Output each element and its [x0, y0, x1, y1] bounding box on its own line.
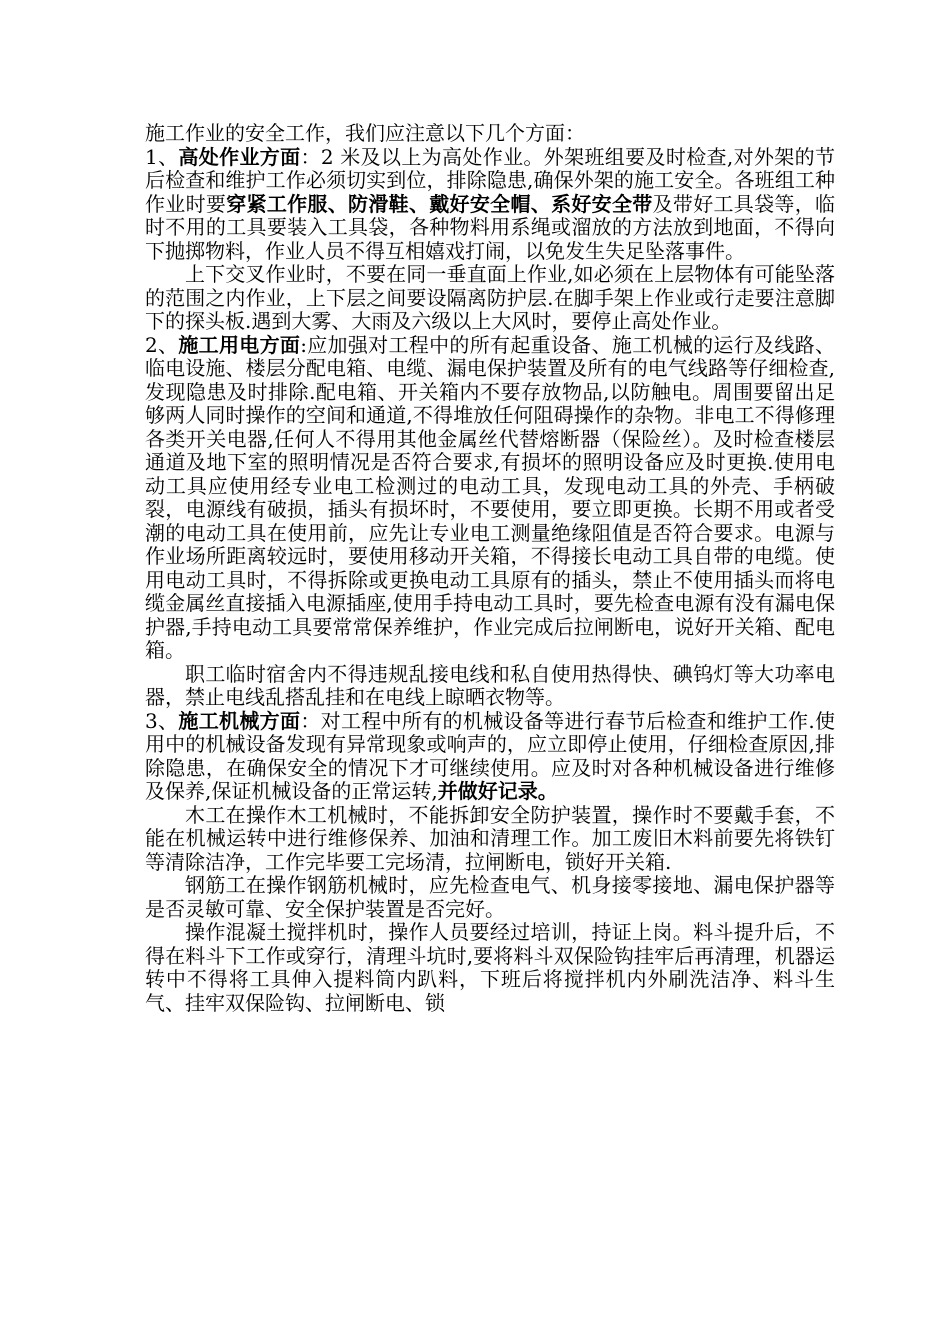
intro-paragraph: 施工作业的安全工作，我们应注意以下几个方面：	[145, 121, 585, 145]
document-page	[145, 122, 835, 1015]
section-1-paragraph-2: 上下交叉作业时，不要在同一垂直面上作业,如必须在上层物体有可能坠落的范围之内作业，上下层之间要设隔离防护层.在脚手架上作业或行走要注意脚下的探头板.遇到大雾、大雨及六级以上大风时，要停止高处作业。	[145, 262, 835, 333]
section-1-emphasis: 穿紧工作服、防滑鞋、戴好安全帽、系好安全带	[226, 191, 653, 216]
section-2-title: 施工用电方面	[178, 332, 301, 357]
section-2-number: 2、	[145, 332, 179, 357]
section-2-paragraph-2: 职工临时宿舍内不得违规乱接电线和私自使用热得快、碘钨灯等大功率电器，禁止电线乱搭乱挂和在电线上晾晒衣物等。	[145, 661, 835, 709]
section-1-paragraph	[145, 146, 835, 264]
section-3-paragraph	[145, 710, 835, 804]
section-1-text-b: 及带好工具袋等，临时不用的工具要装入工具袋，各种物料用系绳或溜放的方法放到地面，不得向下抛掷物料，作业人员不得互相嬉戏打闹，以免发生失足坠落事件。	[145, 191, 836, 263]
section-3-number: 3、	[145, 708, 179, 733]
section-3-paragraph-2: 木工在操作木工机械时，不能拆卸安全防护装置，操作时不要戴手套，不能在机械运转中进行维修保养、加油和清理工作。加工废旧木料前要先将铁钉等清除洁净，工作完毕要工完场清，拉闸断电，锁好开关箱.	[145, 802, 835, 874]
section-3-paragraph-4: 操作混凝土搅拌机时，操作人员要经过培训，持证上岗。料斗提升后，不得在料斗下工作或穿行，清理斗坑时,要将料斗双保险钩挂牢后再清理，机器运转中不得将工具伸入提料筒内趴料，下班后将搅拌机内外刷洗洁净、料斗生气、挂牢双保险钩、拉闸断电、锁	[145, 920, 835, 1015]
section-3-text: ：对工程中所有的机械设备等进行春节后检查和维护工作.使用中的机械设备发现有异常现象或响声的，应立即停止使用，仔细检查原因,排除隐患，在确保安全的情况下才可继续使用。应及时对各种机械设备进行维修及保养,保证机械设备的正常运转,	[145, 708, 836, 803]
section-3-title: 施工机械方面	[178, 708, 301, 733]
section-2-paragraph	[145, 334, 835, 663]
section-3-paragraph-3: 钢筋工在操作钢筋机械时，应先检查电气、机身接零接地、漏电保护器等是否灵敏可靠、安全保护装置是否完好。	[145, 873, 835, 921]
section-3-emphasis: 并做好记录。	[437, 779, 558, 803]
section-2-text: :应加强对工程中的所有起重设备、施工机械的运行及线路、临电设施、楼层分配电箱、电缆、漏电保护装置及所有的电气线路等仔细检查,发现隐患及时排除.配电箱、开关箱内不要存放物品,以防触电。周围要留出足够两人同时操作的空间和通道,不得堆放任何阻碍操作的杂物。非电工不得修理各类开关电器,任何人不得用其他金属丝代替熔断器（保险丝）。及时检查楼层通道及地下室的照明情况是否符合要求,有损坏的照明设备应及时更换.使用电动工具应使用经专业电工检测过的电动工具，发现电动工具的外壳、手柄破裂，电源线有破损，插头有损坏时，不要使用，要立即更换。长期不用或者受潮的电动工具在使用前，应先让专业电工测量绝缘阻值是否符合要求。电源与作业场所距离较远时，要使用移动开关箱，不得接长电动工具自带的电缆。使用电动工具时，不得拆除或更换电动工具原有的插头，禁止不使用插头而将电缆金属丝直接插入电源插座,使用手持电动工具时，要先检查电源有没有漏电保护器,手持电动工具要常常保养维护，作业完成后拉闸断电，说好开关箱、配电箱。	[145, 332, 835, 662]
section-1-text-a: ：2 米及以上为高处作业。外架班组要及时检查,对外架的节后检查和维护工作必须切实到位，排除隐患,确保外架的施工安全。各班组工种作业时要	[145, 144, 835, 216]
section-1-title: 高处作业方面	[178, 144, 301, 169]
section-1-number: 1、	[145, 144, 179, 169]
